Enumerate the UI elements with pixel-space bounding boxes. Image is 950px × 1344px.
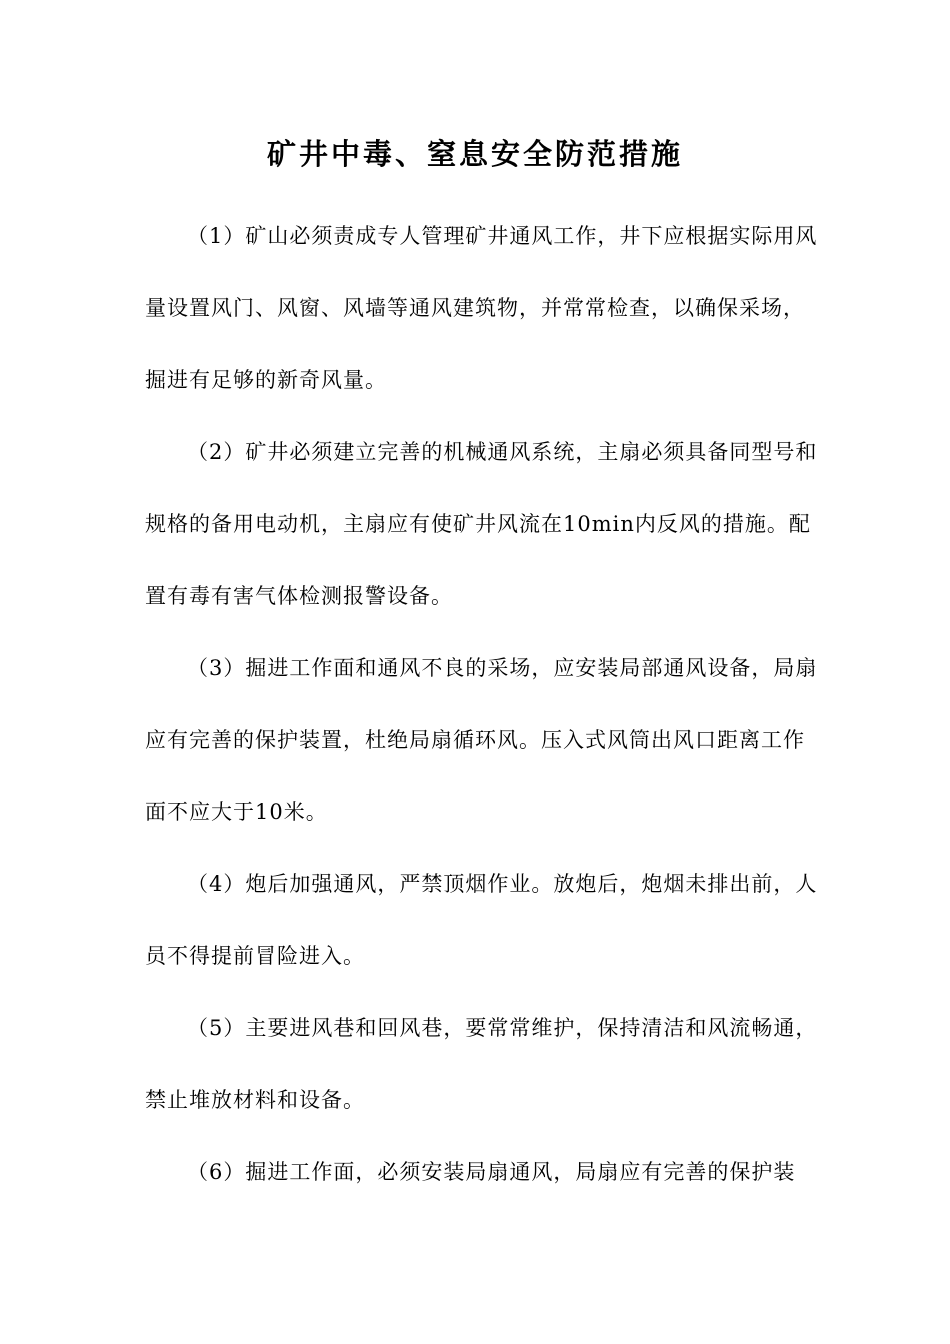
paragraph-4: （4）炮后加强通风，严禁顶烟作业。放炮后，炮烟未排出前，人员不得提前冒险进入。	[145, 872, 818, 968]
document-body	[145, 200, 825, 1208]
document-title: 矿井中毒、窒息安全防范措施	[266, 137, 683, 171]
paragraph-5: （5）主要进风巷和回风巷，要常常维护，保持清洁和风流畅通，禁止堆放材料和设备。	[145, 1016, 818, 1112]
paragraph-2: （2）矿井必须建立完善的机械通风系统，主扇必须具备同型号和规格的备用电动机，主扇应有使矿井风流在10min内反风的措施。配置有毒有害气体检测报警设备。	[145, 440, 818, 608]
paragraph-6: （6）掘进工作面，必须安装局扇通风，局扇应有完善的保护装	[187, 1160, 796, 1184]
paragraph-1: （1）矿山必须责成专人管理矿井通风工作，井下应根据实际用风量设置风门、风窗、风墙等通风建筑物，并常常检查，以确保采场，掘进有足够的新奇风量。	[145, 224, 818, 392]
paragraph-3: （3）掘进工作面和通风不良的采场，应安装局部通风设备，局扇应有完善的保护装置，杜绝局扇循环风。压入式风筒出风口距离工作面不应大于10米。	[145, 656, 818, 824]
